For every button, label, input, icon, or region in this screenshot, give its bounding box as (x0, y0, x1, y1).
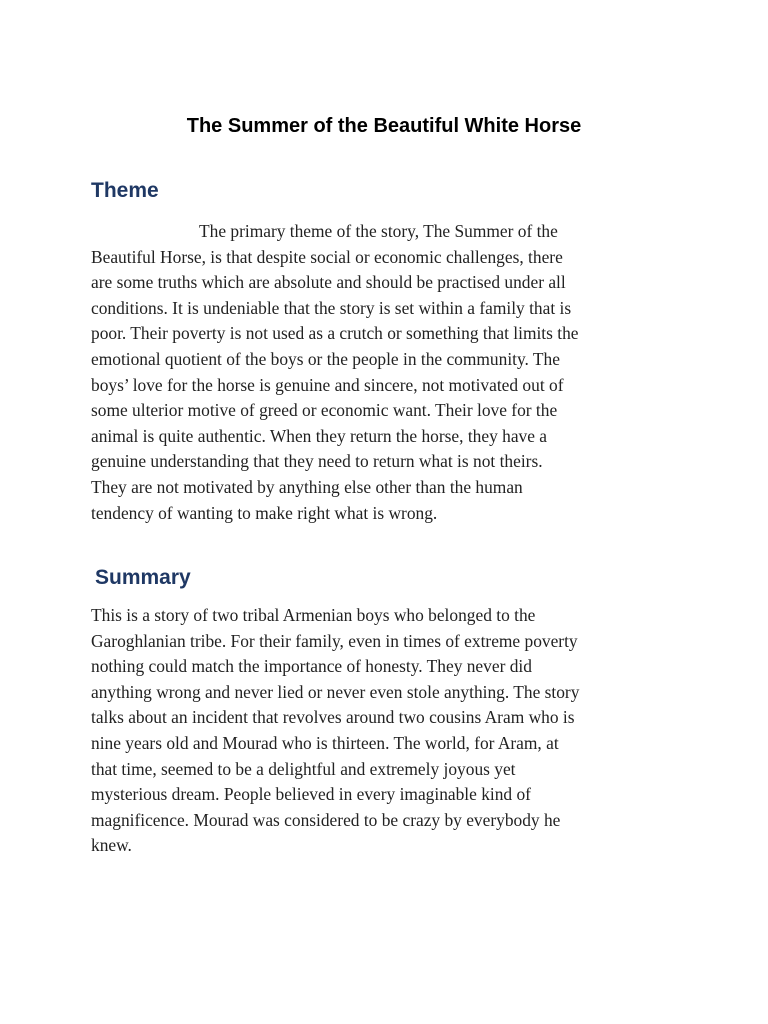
paragraph-line: They are not motivated by anything else other than the human (91, 476, 523, 497)
paragraph-line: some ulterior motive of greed or economic want. Their love for the (91, 400, 558, 421)
paragraph-line: nine years old and Mourad who is thirteen. The world, for Aram, at (91, 732, 559, 753)
theme-paragraph (91, 219, 691, 526)
paragraph-line: Garoghlanian tribe. For their family, even in times of extreme poverty (91, 630, 578, 651)
paragraph-line: boys’ love for the horse is genuine and sincere, not motivated out of (91, 374, 564, 395)
paragraph-line: poor. Their poverty is not used as a crutch or something that limits the (91, 323, 579, 344)
paragraph-line: are some truths which are absolute and should be practised under all (91, 272, 566, 293)
paragraph-line: magnificence. Mourad was considered to be crazy by everybody he (91, 809, 561, 830)
paragraph-line: This is a story of two tribal Armenian boys who belonged to the (91, 605, 536, 625)
section-heading-theme: Theme (91, 179, 159, 202)
paragraph-line: knew. (91, 835, 132, 856)
paragraph-line: nothing could match the importance of honesty. They never did (91, 656, 532, 677)
paragraph-line: animal is quite authentic. When they return the horse, they have a (91, 425, 548, 446)
paragraph-line: The primary theme of the story, The Summer of the (199, 221, 558, 241)
paragraph-line: mysterious dream. People believed in every imaginable kind of (91, 784, 531, 805)
section-heading-summary: Summary (95, 566, 191, 589)
paragraph-line: talks about an incident that revolves around two cousins Aram who is (91, 707, 575, 728)
paragraph-line: Beautiful Horse, is that despite social or economic challenges, there (91, 246, 563, 267)
paragraph-line: emotional quotient of the boys or the people in the community. The (91, 348, 560, 369)
summary-paragraph (91, 603, 691, 859)
paragraph-line: tendency of wanting to make right what is wrong. (91, 502, 438, 523)
paragraph-line: anything wrong and never lied or never even stole anything. The story (91, 681, 580, 702)
document-title: The Summer of the Beautiful White Horse (186, 115, 582, 137)
paragraph-line: genuine understanding that they need to return what is not theirs. (91, 451, 543, 472)
paragraph-line: conditions. It is undeniable that the story is set within a family that is (91, 297, 572, 318)
paragraph-line: that time, seemed to be a delightful and extremely joyous yet (91, 758, 516, 779)
